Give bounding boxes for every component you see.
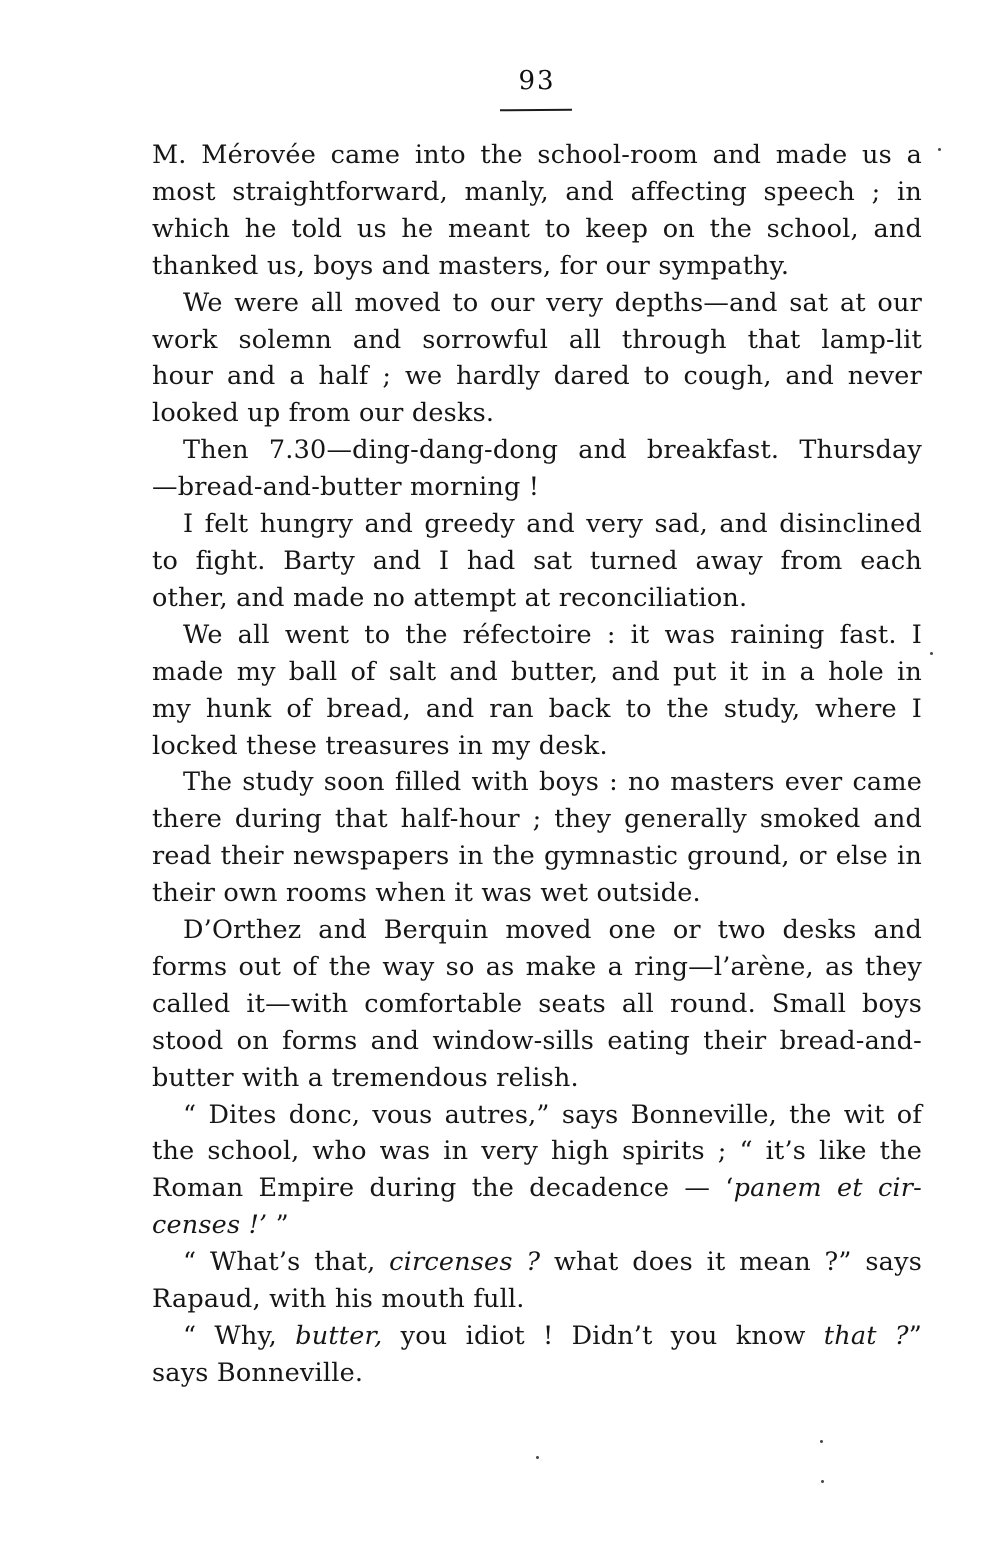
- text-line: [152, 764, 922, 801]
- text-run: Roman Empire during the decadence — ‘: [152, 1173, 734, 1204]
- text-run: most straightforward, manly, and affecting speech ; in: [152, 176, 922, 207]
- text-line: [152, 358, 922, 395]
- text-run: looked up from our desks.: [152, 398, 495, 429]
- text-line: [152, 1281, 922, 1318]
- page-number-rule: [500, 109, 572, 112]
- text-line: [152, 728, 922, 765]
- text-run: I felt hungry and greedy and very sad, and disinclined: [183, 509, 922, 540]
- text-line: [152, 1207, 922, 1244]
- paragraph: [152, 1244, 922, 1318]
- text-run: —bread-and-butter morning !: [152, 472, 540, 503]
- paragraph: [152, 1318, 922, 1392]
- text-run: butter with a tremendous relish.: [152, 1062, 579, 1093]
- text-run: Then 7.30—ding-dang-dong and breakfast. Thursday: [183, 435, 922, 466]
- text-line: [152, 1170, 922, 1207]
- scan-speck: [930, 652, 933, 655]
- text-line: [152, 801, 922, 838]
- text-run: stood on forms and window-sills eating their bread-and-: [152, 1025, 922, 1056]
- paragraph: [152, 912, 922, 1097]
- text-run: forms out of the way so as make a ring—l’arène, as they: [152, 951, 922, 982]
- text-run: We were all moved to our very depths—and sat at our: [183, 287, 922, 318]
- text-run: work solemn and sorrowful all through that lamp-lit: [152, 324, 922, 355]
- italic-text-run: censes !’: [152, 1210, 268, 1241]
- text-line: [152, 1097, 922, 1134]
- paragraph: [152, 137, 922, 285]
- paragraph: [152, 432, 922, 506]
- scan-speck: [536, 1456, 539, 1459]
- text-run: what does it mean ?” says: [540, 1247, 922, 1278]
- text-run: there during that half-hour ; they generally smoked and: [152, 804, 922, 835]
- text-line: [152, 137, 922, 174]
- text-run: their own rooms when it was wet outside.: [152, 878, 701, 909]
- text-line: [152, 469, 922, 506]
- text-run: says Bonneville.: [152, 1357, 364, 1388]
- paragraph: [152, 285, 922, 433]
- text-run: locked these treasures in my desk.: [152, 730, 608, 761]
- text-line: [152, 1023, 922, 1060]
- italic-text-run: that ?: [823, 1321, 909, 1351]
- text-run: ”: [267, 1210, 289, 1241]
- text-run: “ Why,: [183, 1321, 296, 1351]
- text-line: [152, 211, 922, 248]
- text-line: [152, 1060, 922, 1097]
- text-run: ”: [908, 1321, 922, 1351]
- text-run: D’Orthez and Berquin moved one or two desks and: [183, 915, 922, 946]
- page-text: [152, 137, 922, 1392]
- text-line: [152, 691, 922, 728]
- text-line: [152, 875, 922, 912]
- text-run: my hunk of bread, and ran back to the study, where I: [152, 693, 922, 724]
- text-run: thanked us, boys and masters, for our sympathy.: [152, 250, 790, 281]
- text-run: Rapaud, with his mouth full.: [152, 1284, 525, 1315]
- paragraph: [152, 764, 922, 912]
- text-line: [152, 1133, 922, 1170]
- page-number: 93: [518, 66, 556, 96]
- text-run: to fight. Barty and I had sat turned away from each: [152, 545, 922, 576]
- text-line: [152, 432, 922, 469]
- text-line: [152, 949, 922, 986]
- text-run: read their newspapers in the gymnastic ground, or else in: [152, 841, 922, 872]
- text-run: “ Dites donc, vous autres,” says Bonneville, the wit of: [183, 1099, 922, 1130]
- text-line: [152, 912, 922, 949]
- italic-text-run: butter,: [295, 1321, 383, 1351]
- text-line: [152, 543, 922, 580]
- text-line: [152, 506, 922, 543]
- text-line: [152, 1318, 922, 1355]
- text-run: other, and made no attempt at reconciliation.: [152, 582, 748, 613]
- scan-speck: [938, 148, 941, 151]
- text-line: [152, 986, 922, 1023]
- text-run: M. Mérovée came into the school-room and made us a: [152, 140, 922, 170]
- text-run: the school, who was in very high spirits ; “ it’s like the: [152, 1136, 922, 1167]
- text-line: [152, 285, 922, 322]
- text-run: hour and a half ; we hardly dared to cough, and never: [152, 361, 922, 392]
- text-run: which he told us he meant to keep on the school, and: [152, 213, 922, 244]
- text-line: [152, 395, 922, 432]
- paragraph: [152, 617, 922, 765]
- scan-speck: [821, 1480, 824, 1483]
- text-run: We all went to the réfectoire : it was raining fast. I: [183, 619, 922, 650]
- italic-text-run: panem et cir-: [733, 1173, 922, 1204]
- text-line: [152, 617, 922, 654]
- paragraph: [152, 1097, 922, 1245]
- text-line: [152, 1355, 922, 1392]
- text-line: [152, 654, 922, 691]
- italic-text-run: circenses ?: [389, 1247, 541, 1278]
- scan-speck: [820, 1440, 823, 1443]
- text-run: made my ball of salt and butter, and put it in a hole in: [152, 656, 922, 687]
- text-line: [152, 580, 922, 617]
- text-run: The study soon filled with boys : no masters ever came: [183, 767, 922, 798]
- text-line: [152, 248, 922, 285]
- text-line: [152, 1244, 922, 1281]
- text-line: [152, 322, 922, 359]
- text-run: called it—with comfortable seats all round. Small boys: [152, 988, 922, 1019]
- text-run: “ What’s that,: [183, 1247, 390, 1278]
- text-line: [152, 838, 922, 875]
- text-run: you idiot ! Didn’t you know: [382, 1321, 824, 1351]
- paragraph: [152, 506, 922, 617]
- text-line: [152, 174, 922, 211]
